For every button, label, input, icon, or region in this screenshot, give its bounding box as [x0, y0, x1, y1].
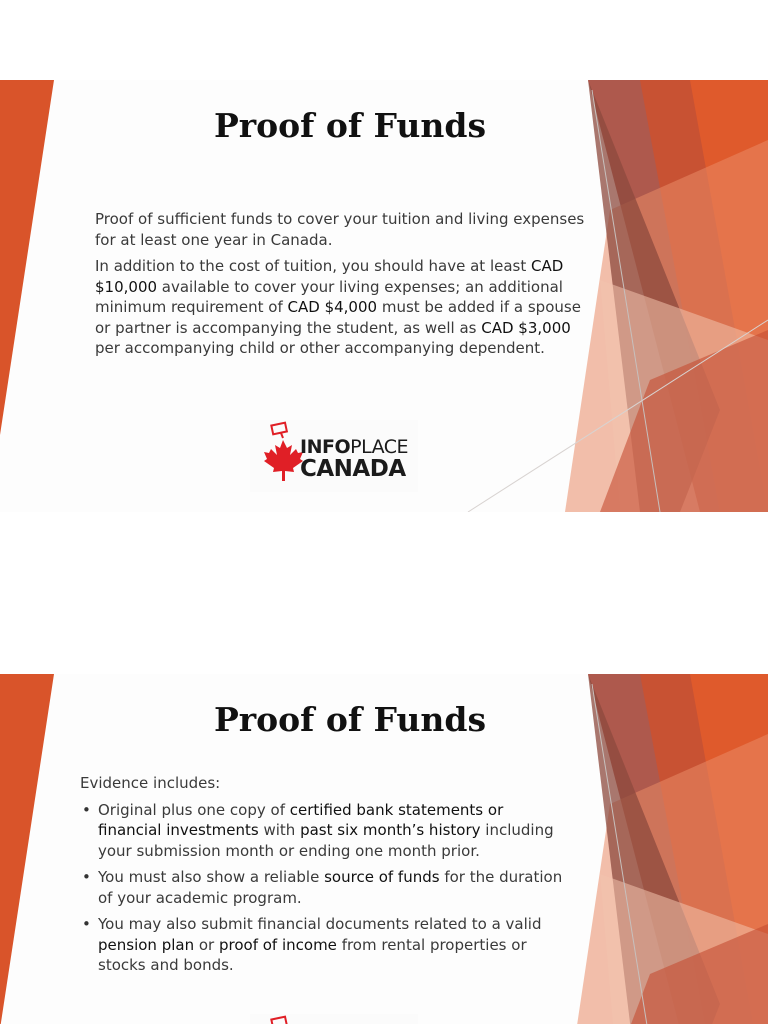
highlight-text: proof of income: [218, 935, 337, 954]
highlight-text: pension plan: [98, 935, 195, 954]
text-run: per accompanying child or other accompanying dependent.: [95, 339, 545, 357]
logo-word-canada: CANADA: [300, 456, 406, 482]
slide-1: [0, 80, 768, 512]
text-run: from rental properties or stocks and bonds.: [98, 935, 527, 974]
text-run: You may also submit financial documents related to a valid: [98, 915, 542, 933]
highlight-amount: CAD $10,000: [95, 257, 564, 296]
highlight-text: past six month’s history: [300, 821, 481, 839]
highlight-amount: CAD $4,000: [287, 298, 378, 316]
paragraph-1: Proof of sufficient funds to cover your tuition and living expenses for at least one year in Canada.: [95, 210, 585, 249]
evidence-intro: Evidence includes:: [80, 774, 221, 792]
text-run: You must also show a reliable: [98, 868, 325, 886]
text-run: available to cover your living expenses; an additional minimum requirement of: [95, 277, 563, 316]
logo-fragment: [250, 1014, 418, 1024]
infoplace-canada-logo: [250, 420, 418, 492]
list-item: [80, 800, 570, 862]
highlight-amount: CAD $3,000: [481, 318, 571, 337]
text-run: for the duration of your academic program.: [98, 868, 563, 907]
highlight-text: source of funds: [324, 868, 440, 886]
list-item: [80, 867, 570, 908]
highlight-text: certified bank statements or financial investments: [98, 800, 504, 839]
slide-body: [80, 773, 570, 982]
text-run: with: [258, 821, 301, 839]
logo-text-bold: INFO: [300, 436, 351, 458]
slide-title: Proof of Funds: [213, 700, 487, 739]
logo-partial-icon: [250, 1014, 418, 1024]
logo-text-thin: PLACE: [350, 436, 409, 458]
slide-2: [0, 674, 768, 1024]
paragraph-2: [95, 256, 590, 359]
text-run: In addition to the cost of tuition, you should have at least: [95, 257, 532, 275]
logo-word-infoplace: [300, 436, 408, 458]
slide-body: [95, 209, 590, 365]
evidence-list: [80, 800, 570, 976]
text-run: or: [194, 935, 219, 954]
text-run: Original plus one copy of: [98, 800, 290, 819]
list-item: [80, 914, 570, 976]
text-run: including your submission month or ending one month prior.: [98, 821, 554, 860]
text-run: must be added if a spouse or partner is accompanying the student, as well as: [95, 298, 581, 337]
slide-title: Proof of Funds: [213, 106, 487, 145]
